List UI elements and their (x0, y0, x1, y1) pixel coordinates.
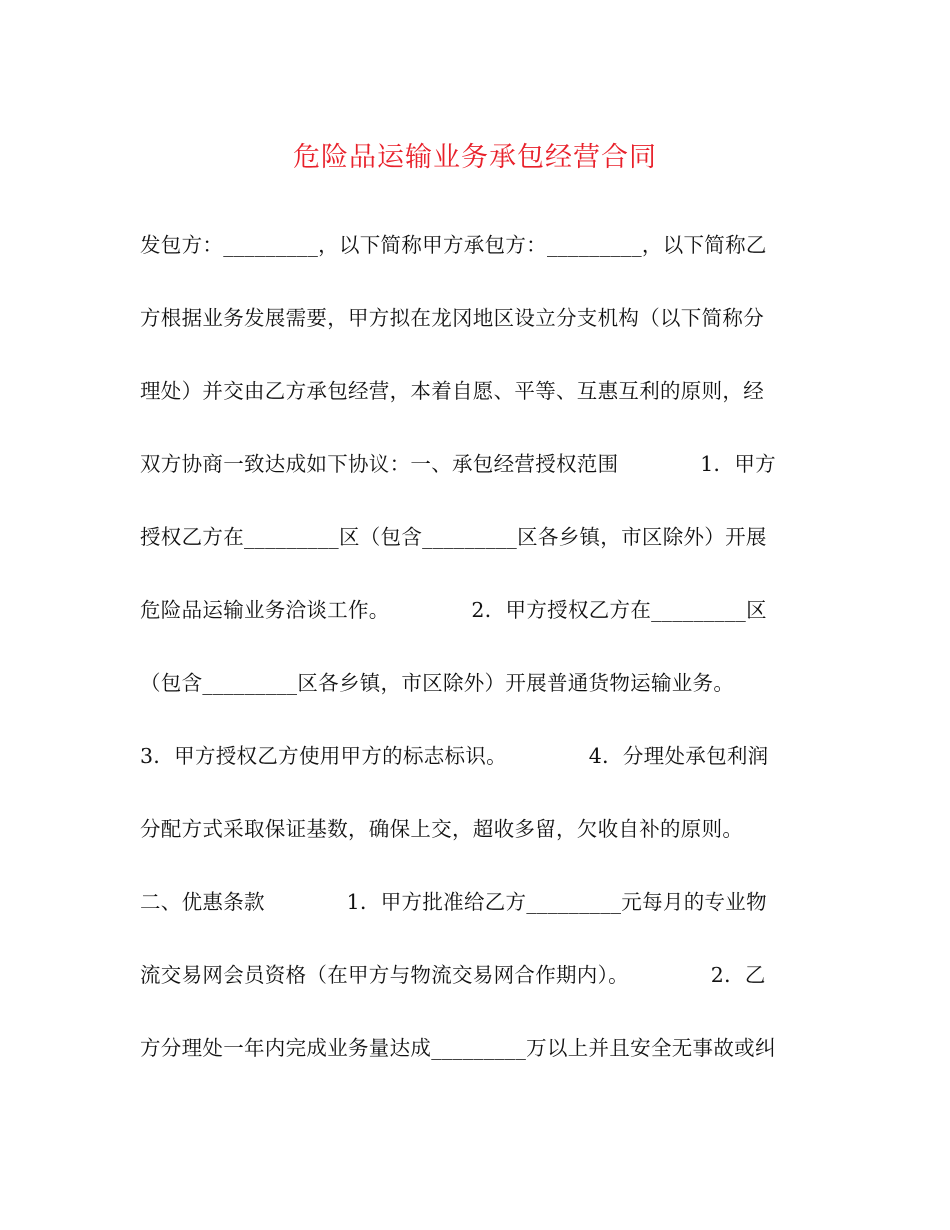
body-line: 流交易网会员资格（在甲方与物流交易网合作期内）。 2．乙 (140, 963, 766, 987)
body-line: 3．甲方授权乙方使用甲方的标志标识。 4．分理处承包利润 (140, 744, 769, 768)
body-line: （包含_________区各乡镇，市区除外）开展普通货物运输业务。 (140, 671, 735, 695)
body-line: 发包方：_________，以下简称甲方承包方：_________，以下简称乙 (140, 233, 767, 257)
body-line: 理处）并交由乙方承包经营，本着自愿、平等、互惠互利的原则，经 (140, 379, 764, 403)
body-line: 方根据业务发展需要，甲方拟在龙冈地区设立分支机构（以下简称分 (140, 306, 764, 330)
body-line: 危险品运输业务洽谈工作。 2．甲方授权乙方在_________区 (140, 598, 767, 622)
body-line: 方分理处一年内完成业务量达成_________万以上并且安全无事故或纠 (140, 1036, 776, 1060)
body-line: 双方协商一致达成如下协议：一、承包经营授权范围 1．甲方 (140, 452, 776, 476)
body-line: 二、优惠条款 1．甲方批准给乙方_________元每月的专业物 (140, 890, 767, 914)
body-line: 授权乙方在_________区（包含_________区各乡镇，市区除外）开展 (140, 525, 767, 549)
document-title: 危险品运输业务承包经营合同 (293, 142, 657, 173)
body-line: 分配方式采取保证基数，确保上交，超收多留，欠收自补的原则。 (140, 817, 744, 841)
